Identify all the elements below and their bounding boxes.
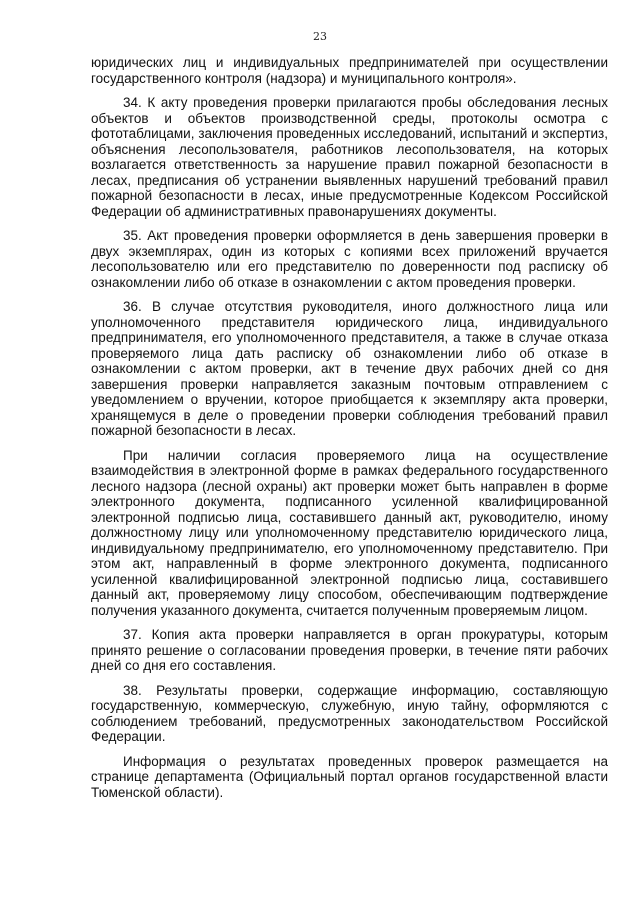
document-body xyxy=(91,55,608,809)
paragraph-36: 36. В случае отсутствия руководителя, иного должностного лица или уполномоченного представителя юридического лица, индивидуального предпринимателя, его уполномоченного представителя, а также в случае отказа проверяемого лица дать расписку об ознакомлении либо об отказе в ознакомлении с актом проверки, акт в течение двух рабочих дней со дня завершения проверки направляется заказным почтовым отправлением с уведомлением о вручении, которое приобщается к экземпляру акта проверки, хранящемуся в деле о проведении проверки соблюдения требований правил пожарной безопасности в лесах. xyxy=(91,299,608,438)
paragraph-36-electronic-form: При наличии согласия проверяемого лица на осуществление взаимодействия в электронной форме в рамках федерального государственного лесного надзора (лесной охраны) акт проверки может быть направлен в форме электронного документа, подписанного усиленной квалифицированной электронной подписью лица, составившего данный акт, руководителю, иному должностному лицу или уполномоченному представителю юридического лица, индивидуальному предпринимателю, его уполномоченному представителю. При этом акт, направленный в форме электронного документа, подписанного усиленной квалифицированной электронной подписью лица, составившего данный акт, проверяемому лицу способом, обеспечивающим подтверждение получения указанного документа, считается полученным проверяемым лицом. xyxy=(91,447,608,618)
paragraph-38-publication-info: Информация о результатах проведенных проверок размещается на странице департамента (Официальный портал органов государственной власти Тюменской области). xyxy=(91,753,608,800)
page-number: 23 xyxy=(313,30,327,43)
paragraph-35: 35. Акт проведения проверки оформляется в день завершения проверки в двух экземплярах, один из которых с копиями всех приложений вручается лесопользователю или его представителю по доверенности под расписку об ознакомлении либо об отказе в ознакомлении с актом проведения проверки. xyxy=(91,228,608,290)
paragraph-38: 38. Результаты проверки, содержащие информацию, составляющую государственную, коммерческую, служебную, иную тайну, оформляются с соблюдением требований, предусмотренных законодательством Российской Федерации. xyxy=(91,682,608,744)
paragraph-continuation: юридических лиц и индивидуальных предпринимателей при осуществлении государственного контроля (надзора) и муниципального контроля». xyxy=(91,55,608,86)
paragraph-37: 37. Копия акта проверки направляется в орган прокуратуры, которым принято решение о согласовании проведения проверки, в течение пяти рабочих дней со дня его составления. xyxy=(91,627,608,673)
paragraph-34: 34. К акту проведения проверки прилагаются пробы обследования лесных объектов и объектов производственной среды, протоколы осмотра с фототаблицами, заключения проведенных исследований, испытаний и экспертиз, объяснения лесопользователя, работников лесопользователя, на которых возлагается ответственность за нарушение правил пожарной безопасности в лесах, предписания об устранении выявленных нарушений требований правил пожарной безопасности в лесах, иные предусмотренные Кодексом Российской Федерации об административных правонарушениях документы. xyxy=(91,95,608,219)
